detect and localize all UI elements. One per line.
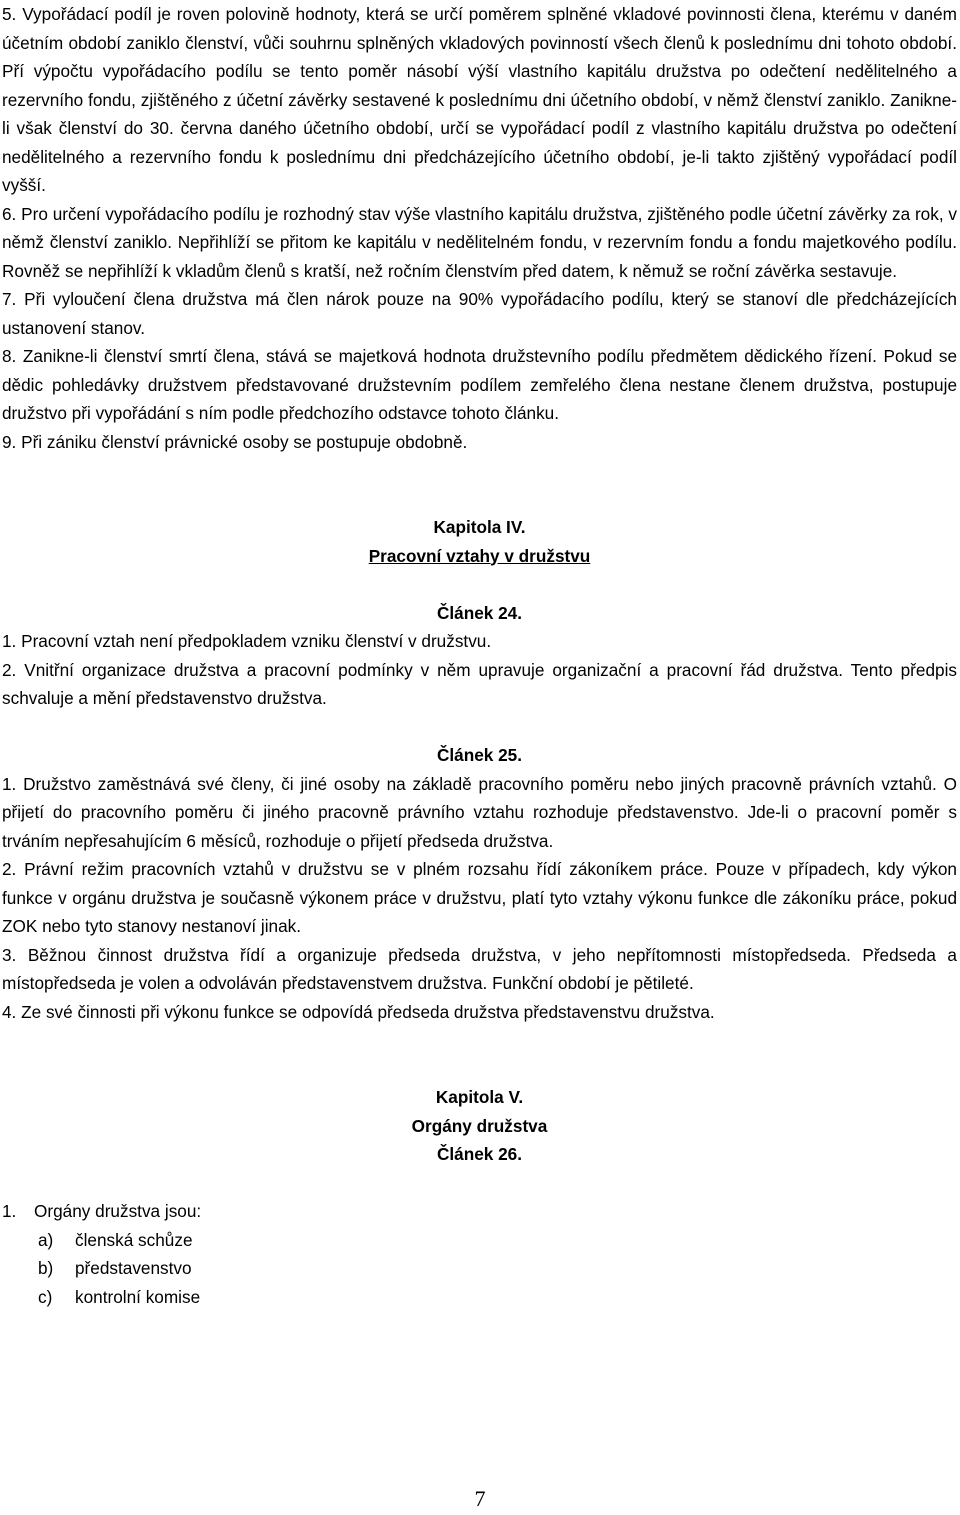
list-item-text: Orgány družstva jsou: bbox=[34, 1201, 202, 1221]
list-marker: b) bbox=[38, 1258, 54, 1278]
chapter-4-subtitle-text: Pracovní vztahy v družstvu bbox=[368, 545, 591, 566]
article-25-title: Článek 25. bbox=[436, 745, 523, 765]
list-marker: a) bbox=[38, 1229, 54, 1250]
list-item bbox=[2, 1283, 957, 1312]
list-marker: 1. bbox=[2, 1201, 17, 1221]
chapter-5-subtitle: Orgány družstva bbox=[411, 1115, 548, 1136]
chapter-4-title: Kapitola IV. bbox=[433, 517, 526, 537]
page-number: 7 bbox=[474, 1486, 486, 1511]
paragraph-5: 5. Vypořádací podíl je roven polovině hodnoty, která se určí poměrem splněné vkladové povinnosti člena, kterému v daném účetním období zaniklo členství, vůči souhrnu splněných vkladových povinností všech členů k poslednímu dni tohoto období. Pří výpočtu vypořádacího podílu se tento poměr násobí výší vlastního kapitálu družstva po odečtení nedělitelného a rezervního fondu, zjištěného z účetní závěrky sestavené k poslednímu dni účetního období, v němž členství zaniklo. Zanikne-li však členství do 30. června daného účetního období, určí se vypořádací podíl z vlastního kapitálu družstva po odečtení nedělitelného a rezervního fondu k poslednímu dni předcházejícího účetního období, je-li takto zjištěný vypořádací podíl vyšší. bbox=[2, 4, 957, 195]
list-item bbox=[2, 1226, 957, 1255]
spacer bbox=[2, 713, 957, 742]
paragraph-7: 7. Při vyloučení člena družstva má člen nárok pouze na 90% vypořádacího podílu, který se stanoví dle předcházejících ustanovení stanov. bbox=[2, 289, 957, 338]
spacer bbox=[2, 570, 957, 599]
chapter-4-subtitle bbox=[2, 542, 957, 571]
article-25-paragraph-2: 2. Právní režim pracovních vztahů v družstvu se v plném rozsahu řídí zákoníkem práce. Pouze v případech, kdy výkon funkce v orgánu družstva je současně výkonem práce v družstvu, platí tyto vztahy výkonu funkce dle zákoníku práce, pokud ZOK nebo tyto stanovy nestanoví jinak. bbox=[2, 859, 957, 936]
list-item-text: členská schůze bbox=[75, 1229, 193, 1250]
paragraph-9: 9. Při zániku členství právnické osoby se postupuje obdobně. bbox=[2, 431, 468, 452]
article-24-paragraph-2: 2. Vnitřní organizace družstva a pracovní podmínky v něm upravuje organizační a pracovní řád družstva. Tento předpis schvaluje a mění představenstvo družstva. bbox=[2, 659, 957, 708]
list-item bbox=[2, 1197, 957, 1226]
spacer bbox=[2, 1169, 957, 1198]
list-item-text: představenstvo bbox=[75, 1258, 192, 1278]
list-marker: c) bbox=[38, 1286, 53, 1307]
article-26-title: Článek 26. bbox=[436, 1144, 523, 1164]
list-item bbox=[2, 1254, 957, 1283]
spacer bbox=[2, 1026, 957, 1083]
article-25-paragraph-1: 1. Družstvo zaměstnává své členy, či jiné osoby na základě pracovního poměru nebo jiných pracovně právních vztahů. O přijetí do pracovního poměru či jiného pracovně právního vztahu rozhoduje představenstvo. Jde-li o pracovní poměr s trváním nepřesahujícím 6 měsíců, rozhoduje o přijetí předseda družstva. bbox=[2, 773, 957, 851]
chapter-5-title: Kapitola V. bbox=[435, 1087, 524, 1107]
organs-sublist bbox=[2, 1226, 957, 1312]
page-content bbox=[2, 0, 957, 1311]
article-25-paragraph-3: 3. Běžnou činnost družstva řídí a organizuje předseda družstva, v jeho nepřítomnosti místopředseda. Předseda a místopředseda je volen a odvoláván představenstvem družstva. Funkční období je pětileté. bbox=[2, 944, 957, 993]
paragraph-8: 8. Zanikne-li členství smrtí člena, stává se majetková hodnota družstevního podílu předmětem dědického řízení. Pokud se dědic pohledávky družstvem představované družstevním podílem zemřelého člena nestane členem družstva, postupuje družstvo při vypořádání s ním podle předchozího odstavce tohoto článku. bbox=[2, 346, 957, 423]
article-24-title: Článek 24. bbox=[436, 602, 523, 623]
spacer bbox=[2, 456, 957, 513]
article-26-list bbox=[2, 1197, 957, 1226]
list-item-text: kontrolní komise bbox=[75, 1286, 201, 1307]
article-24-paragraph-1: 1. Pracovní vztah není předpokladem vzniku členství v družstvu. bbox=[2, 631, 492, 651]
article-25-paragraph-4: 4. Ze své činnosti při výkonu funkce se odpovídá předseda družstva představenstvu družstva. bbox=[2, 1001, 715, 1022]
paragraph-6: 6. Pro určení vypořádacího podílu je rozhodný stav výše vlastního kapitálu družstva, zjištěného podle účetní závěrky za rok, v němž členství zaniklo. Nepřihlíží se přitom ke kapitálu v nedělitelném fondu, v rezervním fondu a fondu majetkového podílu. Rovněž se nepřihlíží k vkladům členů s kratší, než ročním členstvím před datem, k němuž se roční závěrka sestavuje. bbox=[2, 203, 957, 281]
